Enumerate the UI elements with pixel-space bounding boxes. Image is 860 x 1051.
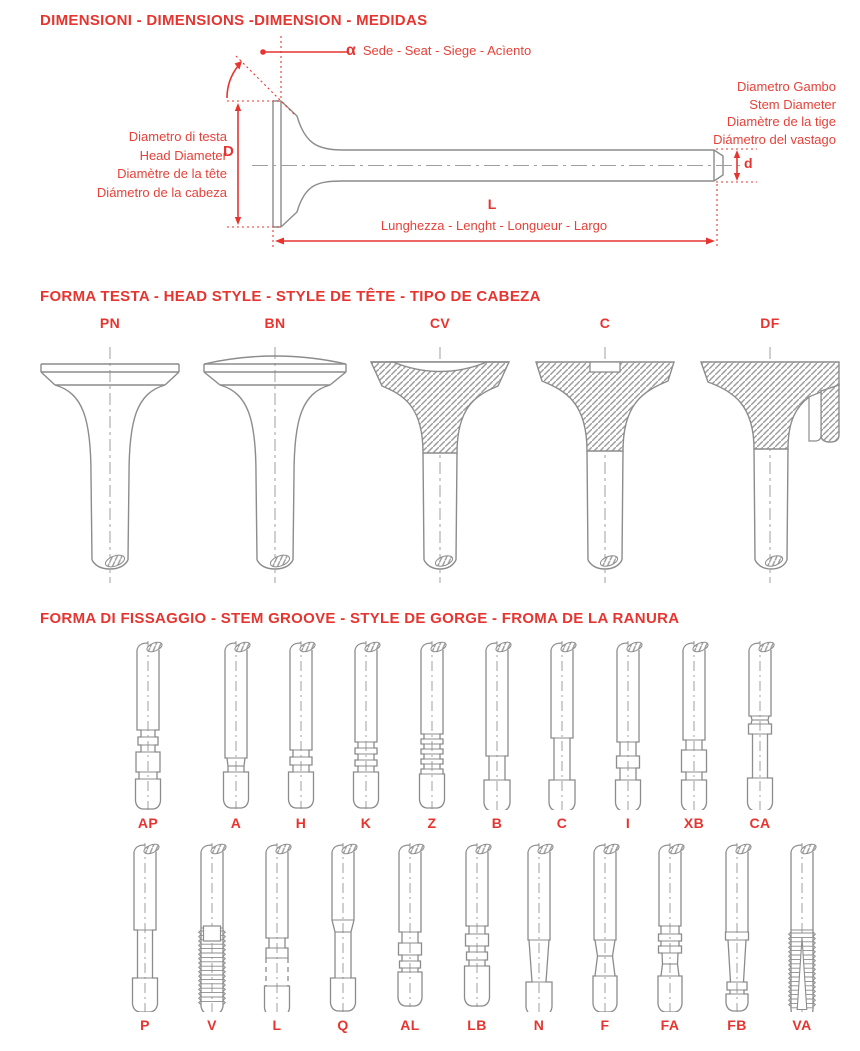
head-style-figure-c <box>520 315 690 583</box>
stem-groove-figure-fa <box>638 842 702 1033</box>
stem-groove-label: LB <box>467 1017 487 1033</box>
head-style-label: CV <box>429 315 451 331</box>
head-style-label: PN <box>99 315 121 331</box>
stem-groove-figure-lb <box>445 842 509 1033</box>
stem-groove-figure-a <box>204 640 268 831</box>
stem-groove-figure-n <box>507 842 571 1033</box>
stem-groove-figure-ca <box>728 640 792 831</box>
stem-groove-label: F <box>600 1017 610 1033</box>
stem-groove-label: CA <box>749 815 771 831</box>
stem-groove-figure-v <box>180 842 244 1033</box>
stem-groove-label: K <box>360 815 372 831</box>
stem-groove-figure-c <box>530 640 594 831</box>
stem-groove-label: C <box>556 815 568 831</box>
stem-groove-figure-h <box>269 640 333 831</box>
stem-groove-section-title: FORMA DI FISSAGGIO - STEM GROOVE - STYLE DE GORGE - FROMA DE LA RANURA <box>40 610 680 627</box>
stem-drawing <box>315 842 371 1012</box>
stem-groove-figure-p <box>113 842 177 1033</box>
stem-drawing <box>273 640 329 810</box>
stem-groove-label: Z <box>427 815 437 831</box>
stem-drawing <box>249 842 305 1012</box>
stem-groove-label: H <box>295 815 307 831</box>
stem-drawing <box>117 842 173 1012</box>
head-diameter-line: Diametro di testa <box>128 129 227 144</box>
stem-diameter-line: Diamètre de la tige <box>726 114 836 129</box>
stem-drawing <box>732 640 788 810</box>
stem-groove-label: AL <box>400 1017 420 1033</box>
head-style-label: DF <box>760 315 780 331</box>
stem-drawing <box>534 640 590 810</box>
head-style-figure-df <box>685 315 855 583</box>
stem-groove-figure-l <box>245 842 309 1033</box>
stem-drawing <box>666 640 722 810</box>
stem-drawing <box>120 640 176 810</box>
head-style-label: C <box>599 315 611 331</box>
stem-groove-figure-i <box>596 640 660 831</box>
stem-groove-label: B <box>491 815 503 831</box>
seat-label-text: Sede - Seat - Siege - Acìento <box>362 43 532 58</box>
alpha-symbol: α <box>346 42 356 59</box>
stem-drawing <box>709 842 765 1012</box>
stem-drawing <box>449 842 505 1012</box>
head-diameter-line: Diámetro de la cabeza <box>96 184 227 200</box>
head-style-section-title: FORMA TESTA - HEAD STYLE - STYLE DE TÊTE - TIPO DE CABEZA <box>40 288 541 305</box>
head-style-drawing-df <box>685 337 855 583</box>
stem-groove-figure-f <box>573 842 637 1033</box>
stem-groove-label: V <box>207 1017 217 1033</box>
length-symbol: L <box>487 196 497 212</box>
stem-groove-figure-k <box>334 640 398 831</box>
stem-groove-label: I <box>625 815 631 831</box>
stem-groove-figure-b <box>465 640 529 831</box>
stem-groove-label: N <box>533 1017 545 1033</box>
stem-groove-label: Q <box>337 1017 349 1033</box>
stem-drawing <box>511 842 567 1012</box>
seat-angle-label <box>346 42 531 60</box>
stem-diameter-line: Diametro Gambo <box>737 79 836 94</box>
length-label: Lunghezza - Lenght - Longueur - Largo <box>380 218 608 233</box>
stem-drawing <box>600 640 656 810</box>
stem-diameter-label <box>713 78 836 148</box>
head-style-figure-bn <box>190 315 360 583</box>
head-style-label: BN <box>264 315 286 331</box>
stem-drawing <box>577 842 633 1012</box>
stem-drawing <box>338 640 394 810</box>
stem-drawing <box>404 640 460 810</box>
head-diameter-line: Head Diameter <box>139 147 227 163</box>
head-diameter-symbol: D <box>223 143 234 160</box>
head-style-drawing-pn <box>25 337 195 583</box>
head-style-figure-cv <box>355 315 525 583</box>
stem-drawing <box>642 842 698 1012</box>
stem-drawing <box>774 842 830 1012</box>
head-style-figure-pn <box>25 315 195 583</box>
head-diameter-line: Diamètre de la tête <box>117 166 227 181</box>
stem-groove-label: FA <box>660 1017 680 1033</box>
stem-groove-label: VA <box>792 1017 812 1033</box>
head-style-drawing-bn <box>190 337 360 583</box>
stem-groove-figure-ap <box>116 640 180 831</box>
stem-groove-label: XB <box>683 815 705 831</box>
stem-drawing <box>184 842 240 1012</box>
stem-groove-label: FB <box>727 1017 747 1033</box>
stem-groove-label: AP <box>137 815 159 831</box>
stem-groove-label: A <box>230 815 242 831</box>
stem-groove-figure-al <box>378 842 442 1033</box>
stem-groove-figure-xb <box>662 640 726 831</box>
stem-drawing <box>208 640 264 810</box>
stem-groove-figure-va <box>770 842 834 1033</box>
stem-drawing <box>382 842 438 1012</box>
stem-groove-label: L <box>272 1017 282 1033</box>
dimensions-section-title: DIMENSIONI - DIMENSIONS -DIMENSION - MEDIDAS <box>40 12 428 29</box>
stem-drawing <box>469 640 525 810</box>
head-diameter-label <box>97 128 227 202</box>
stem-groove-label: P <box>140 1017 150 1033</box>
stem-diameter-symbol: d <box>744 155 753 171</box>
stem-diameter-line: Stem Diameter <box>749 96 836 112</box>
stem-groove-figure-fb <box>705 842 769 1033</box>
stem-diameter-line: Diámetro del vastago <box>713 131 836 147</box>
head-style-drawing-cv <box>355 337 525 583</box>
stem-groove-figure-q <box>311 842 375 1033</box>
stem-groove-figure-z <box>400 640 464 831</box>
head-style-drawing-c <box>520 337 690 583</box>
